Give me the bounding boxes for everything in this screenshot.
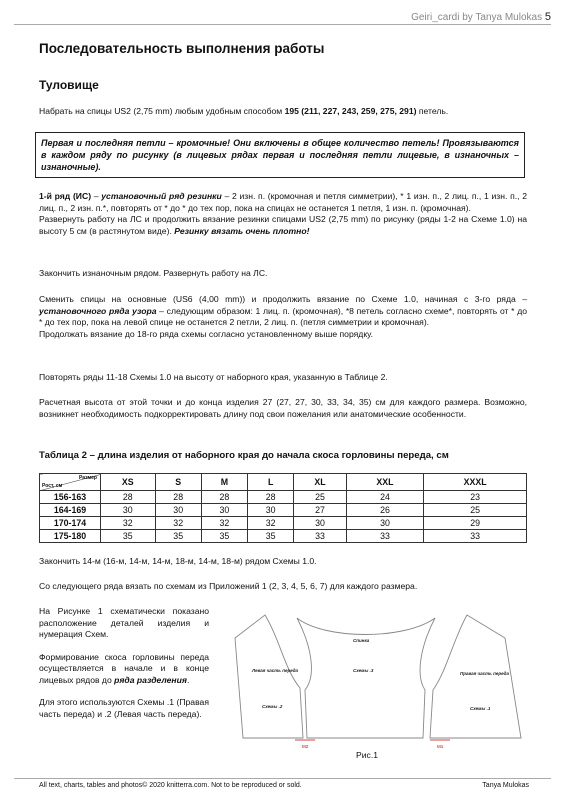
cast-on-count: 195 (211, 227, 243, 259, 275, 291) — [284, 106, 417, 116]
row1-dash: – — [91, 191, 102, 201]
height-cell: 156-163 — [40, 491, 101, 504]
next-row-paragraph — [39, 581, 527, 593]
calc-paragraph — [39, 397, 527, 420]
length-cell: 28 — [101, 491, 156, 504]
corner-height-label: Рост, см — [42, 483, 63, 489]
label-back: Спинка — [353, 638, 370, 643]
length-cell: 25 — [424, 504, 527, 517]
length-cell: 32 — [248, 517, 294, 530]
cast-on-text: Набрать на спицы US2 (2,75 mm) любым удобным способом — [39, 106, 285, 116]
size-header: XXXL — [424, 474, 527, 491]
cast-on-paragraph — [39, 106, 527, 118]
calc-text: Расчетная высота от этой точки и до конца изделия 27 (27, 27, 30, 33, 34, 35) см для каждого размера. Возможно, возникнет необходимость подкорректировать длину под свои пожелания или анатомические особенности. — [39, 397, 527, 419]
row1-paragraph — [39, 191, 527, 237]
right-front-outline — [430, 615, 521, 738]
label-right-front: Правая часть переда — [460, 671, 509, 676]
cast-on-tail: петель. — [416, 106, 449, 116]
table-row — [40, 530, 527, 543]
section-title: Туловище — [39, 78, 99, 92]
length-cell: 35 — [155, 530, 201, 543]
section-block — [39, 80, 527, 92]
left-front-outline — [235, 615, 303, 738]
length-cell: 35 — [201, 530, 247, 543]
figure-desc-2b: ряда разделения — [114, 674, 187, 685]
table-title: Таблица 2 – длина изделия от наборного края до начала скоса горловины переда, см — [39, 450, 449, 461]
length-cell: 30 — [294, 517, 346, 530]
length-cell: 29 — [424, 517, 527, 530]
figure-desc-3: Для этого используются Схемы .1 (Правая часть переда) и .2 (Левая часть переда). — [39, 697, 209, 719]
height-cell: 170-174 — [40, 517, 101, 530]
table-corner-cell — [40, 474, 101, 491]
length-cell: 25 — [294, 491, 346, 504]
size-header: XS — [101, 474, 156, 491]
next-row-text: Со следующего ряда вязать по схемам из Приложений 1 (2, 3, 4, 5, 6, 7) для каждого размера. — [39, 581, 418, 591]
corner-size-label: Размер — [78, 475, 97, 481]
change-text-d: Продолжать вязание до 18-го ряда схемы согласно установленному выше порядку. — [39, 328, 373, 339]
label-scheme3: Схемы .3 — [353, 668, 374, 673]
change-needles-paragraph — [39, 294, 527, 340]
change-text-b: установочного ряда узора — [39, 305, 157, 316]
length-cell: 24 — [346, 491, 424, 504]
length-cell: 33 — [346, 530, 424, 543]
length-cell: 33 — [294, 530, 346, 543]
row1-text: – 2 изн. п. (кромочная и петля симметрии), * 1 изн. п., 2 лиц. п., 1 изн. п., 2 лиц. п., 2 изн. п.*, повторять от * до * до тех пор, пока на спицах не останется 1 петля, 1 изн. п. (кромочная). — [39, 191, 527, 213]
figure-desc-2c: . — [186, 674, 190, 685]
figure-caption: Рис.1 — [356, 750, 378, 760]
title-block — [39, 43, 527, 55]
label-scheme2: Схемы .2 — [262, 704, 283, 709]
page-footer — [39, 782, 529, 789]
length-cell: 28 — [155, 491, 201, 504]
length-cell: 33 — [424, 530, 527, 543]
table-header-row — [40, 474, 527, 491]
row1-turn: Развернуть работу на ЛС и продолжить вязание резинки спицами US2 (2,75 mm) по рисунку (ряды 1-2 на Схеме 1.0) на высоту 5 см (в растянутом виде). — [39, 214, 527, 236]
size-header: L — [248, 474, 294, 491]
table-row — [40, 504, 527, 517]
repeat-text: Повторять ряды 11-18 Схемы 1.0 на высоту от наборного края, указанную в Таблице 2. — [39, 372, 388, 382]
label-m1: M1 — [437, 744, 444, 749]
header-text: Geiri_cardi by Tanya Mulokas — [411, 12, 543, 23]
finish-paragraph — [39, 268, 527, 280]
height-cell: 164-169 — [40, 504, 101, 517]
length-cell: 32 — [101, 517, 156, 530]
row1-label2: установочный ряд резинки — [101, 191, 222, 201]
size-header: S — [155, 474, 201, 491]
length-cell: 30 — [346, 517, 424, 530]
length-cell: 30 — [101, 504, 156, 517]
length-cell: 28 — [248, 491, 294, 504]
figure-description — [39, 606, 209, 731]
length-cell: 27 — [294, 504, 346, 517]
footer-author: Tanya Mulokas — [482, 782, 529, 789]
finish-text: Закончить изнаночным рядом. Развернуть работу на ЛС. — [39, 268, 268, 278]
length-cell: 32 — [201, 517, 247, 530]
edge-stitch-note: Первая и последняя петли – кромочные! Они включены в общее количество петель! Провязываются в каждом ряду по рисунку (в лицевых рядах первая и последняя петли лицевые, в изнаночных – изнаночные). — [35, 132, 525, 178]
length-cell: 30 — [155, 504, 201, 517]
change-text-a: Сменить спицы на основные (US6 (4,00 mm)) и продолжить вязание по Схеме 1.0, начиная с 3-го ряда – — [39, 294, 527, 304]
label-scheme1: Схемы .1 — [470, 706, 491, 711]
table-row — [40, 491, 527, 504]
garment-schematic — [225, 600, 527, 765]
length-cell: 28 — [201, 491, 247, 504]
height-cell: 175-180 — [40, 530, 101, 543]
figure-desc-2a: Формирование скоса горловины переда осуществляется в начале и в конце лицевых рядов до — [39, 651, 209, 685]
length-cell: 26 — [346, 504, 424, 517]
page-header — [411, 11, 551, 23]
label-m2: M2 — [302, 744, 309, 749]
footer-copyright: All text, charts, tables and photos© 2020 knitterra.com. Not to be reproduced or sold. — [39, 782, 302, 789]
size-header: M — [201, 474, 247, 491]
length-table — [39, 473, 527, 543]
page-title: Последовательность выполнения работы — [39, 41, 325, 56]
page-number: 5 — [544, 11, 551, 23]
size-header: XXL — [346, 474, 424, 491]
table-row — [40, 517, 527, 530]
length-cell: 23 — [424, 491, 527, 504]
back-outline — [297, 618, 435, 738]
length-cell: 30 — [248, 504, 294, 517]
change-text-c: – следующим образом: 1 лиц. п. (кромочная), *8 петель согласно схеме*, повторять от * до * до тех пор, пока на левой спице не останется 2 петли, 2 лиц. п. (петля симметрии и кромочная). — [39, 305, 527, 327]
repeat-paragraph — [39, 372, 527, 384]
length-cell: 32 — [155, 517, 201, 530]
length-cell: 35 — [101, 530, 156, 543]
row1-label: 1-й ряд (ИС) — [39, 191, 92, 201]
end-row-paragraph — [39, 556, 527, 568]
length-cell: 30 — [201, 504, 247, 517]
row1-tight: Резинку вязать очень плотно! — [174, 225, 310, 236]
end-row-text: Закончить 14-м (16-м, 14-м, 14-м, 18-м, 14-м, 18-м) рядом Схемы 1.0. — [39, 556, 317, 566]
size-header: XL — [294, 474, 346, 491]
figure-desc-1: На Рисунке 1 схематически показано расположение деталей изделия и нумерация Схем. — [39, 606, 209, 639]
footer-rule — [14, 778, 551, 779]
label-left-front: Левая часть переда — [252, 668, 299, 673]
length-cell: 35 — [248, 530, 294, 543]
header-rule — [14, 24, 551, 25]
